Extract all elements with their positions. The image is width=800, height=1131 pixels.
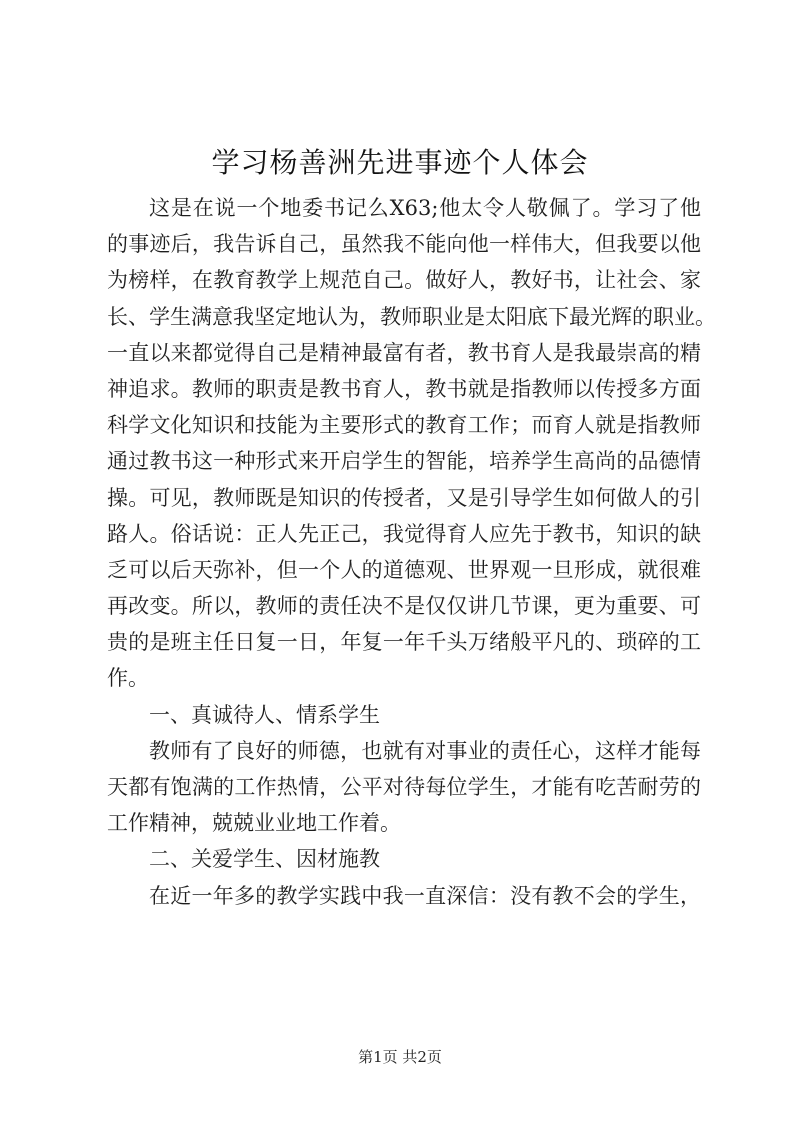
text-line: 科学文化知识和技能为主要形式的教育工作；而育人就是指教师 xyxy=(107,413,701,438)
document-title: 学习杨善洲先进事迹个人体会 xyxy=(211,146,589,179)
section-heading: 二、关爱学生、因材施教 xyxy=(149,847,380,872)
text-line: 贵的是班主任日复一日，年复一年千头万绪般平凡的、琐碎的工 xyxy=(107,630,701,655)
text-line: 这是在说一个地委书记么X63;他太令人敬佩了。学习了他 xyxy=(149,196,701,220)
text-line: 天都有饱满的工作热情，公平对待每位学生，才能有吃苦耐劳的 xyxy=(107,775,701,799)
text-line: 神追求。教师的职责是教书育人，教书就是指教师以传授多方面 xyxy=(107,376,701,401)
document-body xyxy=(107,190,716,914)
text-line: 通过教书这一种形式来开启学生的智能，培养学生高尚的品德情 xyxy=(107,449,701,474)
text-line: 为榜样，在教育教学上规范自己。做好人，教好书，让社会、家 xyxy=(107,268,701,293)
text-line: 长、学生满意我坚定地认为，教师职业是太阳底下最光辉的职业。 xyxy=(107,304,716,329)
text-line: 路人。俗话说：正人先正己，我觉得育人应先于教书，知识的缺 xyxy=(107,521,701,546)
text-line: 教师有了良好的师德，也就有对事业的责任心，这样才能每 xyxy=(149,738,701,763)
section-heading: 一、真诚待人、情系学生 xyxy=(149,702,380,727)
text-line: 作。 xyxy=(107,666,149,691)
page-footer: 第1页 共2页 xyxy=(358,1048,442,1066)
text-line: 的事迹后，我告诉自己，虽然我不能向他一样伟大，但我要以他 xyxy=(107,232,701,257)
text-line: 操。可见，教师既是知识的传授者，又是引导学生如何做人的引 xyxy=(107,485,701,510)
text-line: 再改变。所以，教师的责任决不是仅仅讲几节课，更为重要、可 xyxy=(107,594,701,619)
text-line: 在近一年多的教学实践中我一直深信：没有教不会的学生， xyxy=(149,883,701,908)
text-line: 工作精神，兢兢业业地工作着。 xyxy=(107,811,401,836)
text-line: 乏可以后天弥补，但一个人的道德观、世界观一旦形成，就很难 xyxy=(107,557,701,582)
text-line: 一直以来都觉得自己是精神最富有者，教书育人是我最崇高的精 xyxy=(107,340,701,365)
